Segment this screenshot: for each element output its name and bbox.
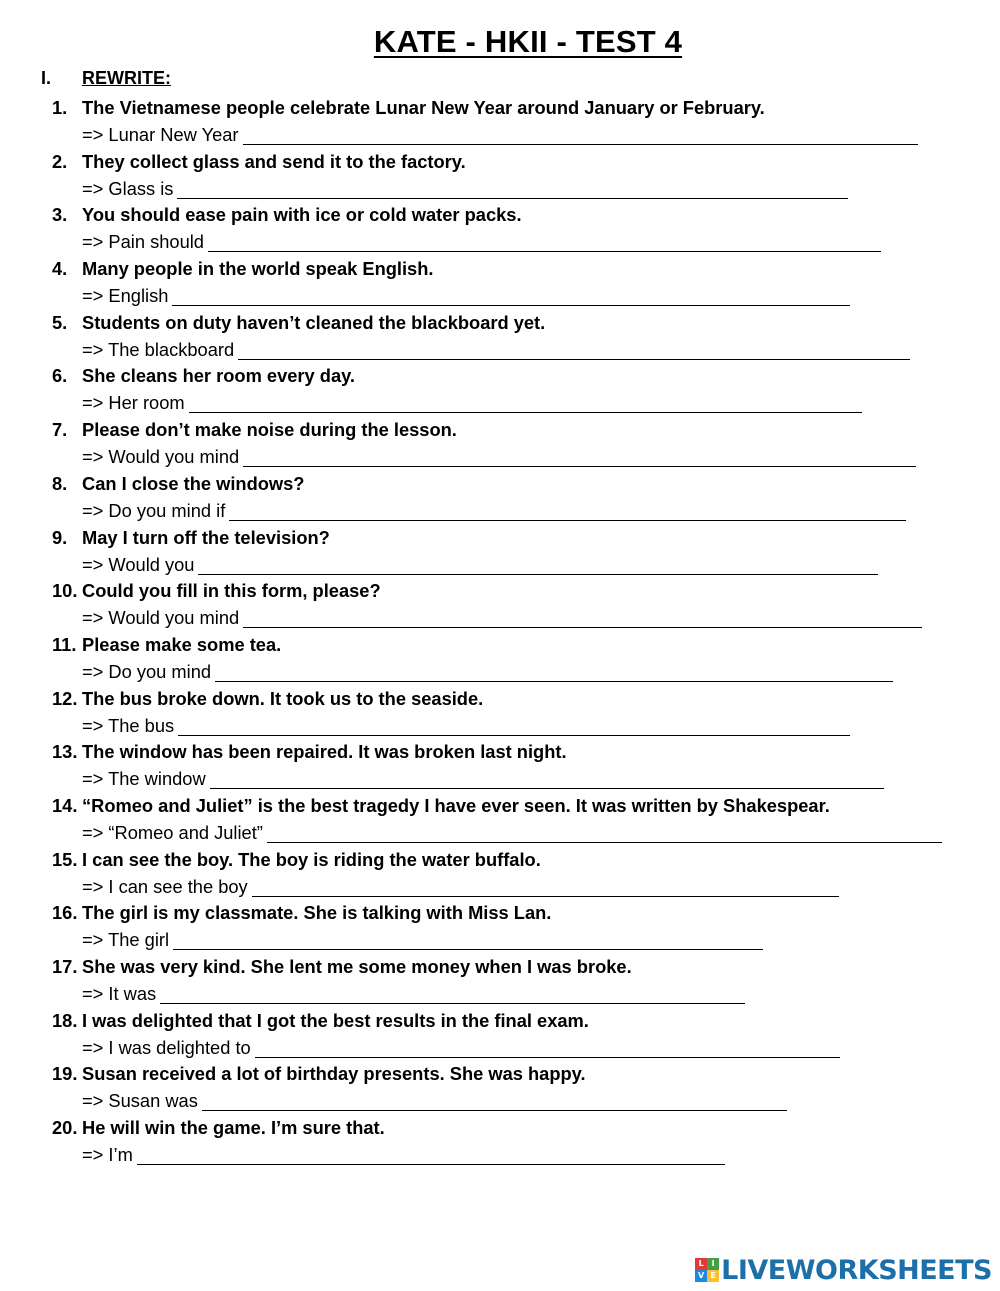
answer-blank[interactable] [215,661,893,682]
answer-blank[interactable] [243,124,918,145]
answer-prompt: => I was delighted to [82,1036,251,1058]
question-line [0,577,381,604]
question-text: The Vietnamese people celebrate Lunar New Year around January or February. [82,97,765,118]
answer-prompt: => English [82,285,169,307]
question-line [0,631,281,658]
question-number: 12. [52,687,78,709]
answer-blank[interactable] [202,1090,787,1111]
question-line [0,738,567,765]
answer-blank[interactable] [198,554,878,575]
question-line [0,201,522,228]
answer-blank[interactable] [177,178,848,199]
answer-line [82,712,850,739]
exercise-item [0,470,1000,524]
question-line [0,416,457,443]
question-number: 15. [52,848,78,870]
question-number: 3. [52,204,68,226]
answer-blank[interactable] [173,929,763,950]
answer-blank[interactable] [243,446,916,467]
logo-letter: I [707,1258,719,1270]
question-line [0,255,433,282]
question-number: 13. [52,741,78,763]
answer-blank[interactable] [172,285,850,306]
answer-line [82,980,745,1007]
question-text: He will win the game. I’m sure that. [82,1117,385,1139]
question-text: Please make some tea. [82,633,282,655]
question-text: The girl is my classmate. She is talking with Miss Lan. [82,902,552,924]
question-number: 10. [52,580,78,602]
answer-line [82,389,862,416]
answer-line [82,765,884,792]
answer-line [82,1141,725,1168]
section-label: REWRITE: [82,68,171,88]
answer-line [82,497,906,524]
question-line [0,846,541,873]
answer-prompt: => Pain should [82,231,204,253]
question-line [0,953,632,980]
answer-blank[interactable] [243,607,922,628]
answer-prompt: => I’m [82,1144,133,1166]
exercise-item [0,792,1000,846]
question-number: 16. [52,902,78,924]
question-line [0,792,830,819]
question-number: 14. [52,794,78,816]
answer-blank[interactable] [208,231,881,252]
exercise-item [0,309,1000,363]
exercise-item [0,148,1000,202]
page-title: KATE - HKII - TEST 4 [373,24,683,59]
answer-blank[interactable] [229,500,906,521]
answer-line [82,604,922,631]
exercise-item [0,201,1000,255]
liveworksheets-brand [695,1254,992,1286]
answer-blank[interactable] [137,1144,725,1165]
exercise-item [0,94,1000,148]
exercise-item [0,524,1000,578]
exercise-item [0,953,1000,1007]
answer-blank[interactable] [210,768,884,789]
logo-letter: V [695,1270,707,1282]
answer-prompt: => The girl [82,929,170,951]
answer-line [82,873,839,900]
answer-prompt: => It was [82,983,157,1004]
answer-prompt: => Glass is [82,177,174,199]
answer-prompt: => Lunar New Year [82,124,239,145]
answer-line [82,926,763,953]
answer-blank[interactable] [238,339,910,360]
question-number: 19. [52,1063,78,1085]
answer-line [82,1087,787,1114]
answer-prompt: => Do you mind [82,660,212,682]
question-number: 5. [52,311,68,333]
answer-line [82,121,918,148]
answer-line [82,175,848,202]
answer-line [82,228,881,255]
exercise-item [0,631,1000,685]
question-text: May I turn off the television? [82,526,330,548]
answer-prompt: => Would you [82,553,195,575]
question-line [0,1007,589,1034]
brand-name: LIVEWORKSHEETS [721,1254,992,1286]
answer-line [82,443,916,470]
section-number: I. [41,68,52,88]
question-text: The window has been repaired. It was broken last night. [82,741,567,763]
question-text: She cleans her room every day. [82,365,355,387]
question-text: I can see the boy. The boy is riding the water buffalo. [82,848,541,870]
answer-blank[interactable] [252,876,839,897]
question-number: 18. [52,1009,78,1031]
answer-line [82,336,910,363]
answer-prompt: => Would you mind [82,446,240,468]
question-number: 9. [52,526,68,548]
question-line [0,524,330,551]
question-line [0,309,545,336]
answer-prompt: => Would you mind [82,607,240,629]
answer-blank[interactable] [255,1037,840,1058]
question-line [0,470,304,497]
answer-blank[interactable] [189,392,862,413]
exercise-item [0,738,1000,792]
answer-line [82,819,942,846]
exercise-item [0,1114,1000,1168]
exercise-item [0,1007,1000,1061]
answer-line [82,551,878,578]
answer-blank[interactable] [160,983,745,1004]
answer-line [82,282,850,309]
question-text: I was delighted that I got the best results in the final exam. [82,1009,589,1031]
answer-line [82,658,893,685]
section-heading [41,68,171,89]
exercise-item [0,846,1000,900]
question-text: They collect glass and send it to the factory. [82,150,466,172]
question-text: “Romeo and Juliet” is the best tragedy I have ever seen. It was written by Shakespear. [82,794,830,816]
question-text: The bus broke down. It took us to the seaside. [82,687,484,709]
question-number: 2. [52,150,68,172]
exercise-item [0,416,1000,470]
answer-prompt: => “Romeo and Juliet” [82,821,263,843]
exercise-item [0,899,1000,953]
question-text: Susan received a lot of birthday presents. She was happy. [82,1063,586,1085]
question-number: 4. [52,258,68,280]
answer-prompt: => Her room [82,392,185,414]
question-line [0,685,483,712]
answer-line [82,1034,840,1061]
answer-blank[interactable] [267,822,942,843]
question-text: Could you fill in this form, please? [82,580,381,602]
question-text: You should ease pain with ice or cold water packs. [82,204,522,226]
exercise-item [0,255,1000,309]
question-number: 20. [52,1117,78,1139]
question-text: Many people in the world speak English. [82,258,434,280]
answer-prompt: => I can see the boy [82,875,248,897]
exercise-item [0,1060,1000,1114]
question-number: 1. [52,97,68,118]
question-line [0,362,355,389]
exercise-item [0,577,1000,631]
question-line [0,148,466,175]
logo-letter: E [707,1270,719,1282]
answer-prompt: => Do you mind if [82,499,226,521]
question-number: 11. [52,633,77,655]
liveworksheets-logo-icon [695,1258,719,1282]
answer-prompt: => The blackboard [82,338,235,360]
question-number: 6. [52,365,68,387]
exercise-item [0,685,1000,739]
question-line [0,1114,385,1141]
question-text: Can I close the windows? [82,472,305,494]
question-line [0,1060,586,1087]
question-text: Students on duty haven’t cleaned the blackboard yet. [82,311,546,333]
exercise-list [0,94,1000,1168]
question-number: 8. [52,472,68,494]
answer-blank[interactable] [178,715,850,736]
question-line [0,899,551,926]
answer-prompt: => Susan was [82,1090,198,1112]
question-number: 17. [52,956,78,977]
question-number: 7. [52,419,68,441]
question-line [0,94,765,121]
logo-letter: L [695,1258,707,1270]
answer-prompt: => The bus [82,714,175,736]
answer-prompt: => The window [82,768,206,790]
exercise-item [0,362,1000,416]
question-text: Please don’t make noise during the lesson. [82,419,457,441]
question-text: She was very kind. She lent me some money when I was broke. [82,956,632,977]
